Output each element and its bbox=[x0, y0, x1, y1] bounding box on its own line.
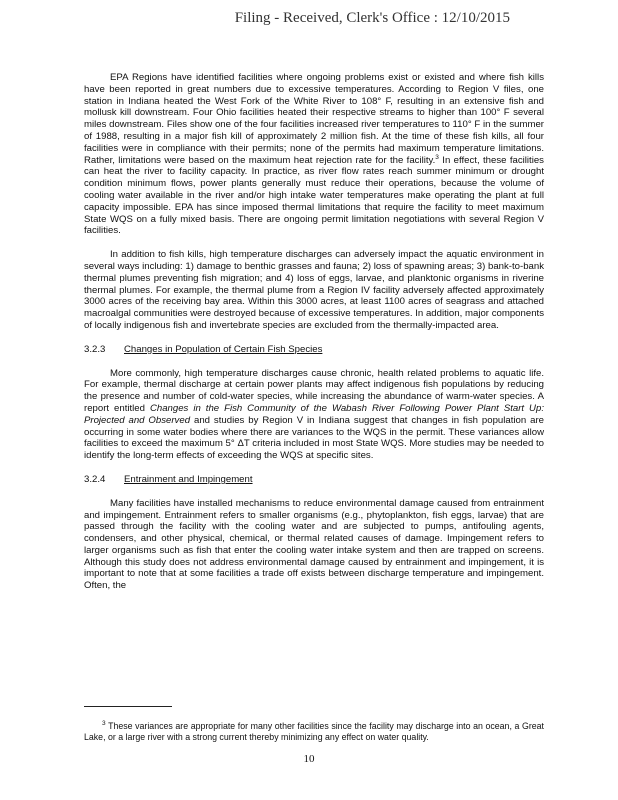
paragraph-entrainment: Many facilities have installed mechanisms to reduce environmental damage caused from entrainment and impingement. Entrainment refers to smaller organisms (e.g., phytoplankton, fish eggs, larvae) that are passed through the facility with the cooling water and are subjected to pumps, antifouling agents, condensers, and other physical, chemical, or thermal related causes of damage. Impingement refers to larger organisms such as fish that enter the cooling water intake system and then are trapped on screens. Although this study does not address environmental damage caused by entrainment and impingement, it is important to note that at some facilities a trade off exists between discharge temperature and impingement. Often, the bbox=[84, 497, 544, 592]
paragraph-chronic-problems bbox=[84, 368, 544, 462]
paragraph-text: EPA Regions have identified facilities where ongoing problems exist or existed and where fish kills have been reported in great numbers due to excessive temperatures. According to Region V files, one station in Indiana heated the West Fork of the White River to 108° F, resulting in an extensive fish and mollusk kill downstream. Four Ohio facilities heated their respective streams to higher than 100° F several miles downstream. Files show one of the four facilities increased river temperatures to 110° F in the summer of 1988, resulting in a major fish kill of approximately 2 million fish. At the time of these fish kills, all four facilities were in compliance with their permits; none of the permits had maximum temperature limitations. Rather, limitations were based on the maximum heat rejection rate for the facility. bbox=[84, 72, 544, 166]
footnote-text: These variances are appropriate for many other facilities since the facility may discharge into an ocean, a Great Lake, or a large river with a strong current thereby minimizing any effect on water quality. bbox=[84, 720, 544, 742]
section-title: Entrainment and Impingement bbox=[124, 473, 253, 485]
footnote bbox=[84, 721, 544, 743]
paragraph-text: More commonly, high temperature discharges cause chronic, health related problems to aquatic life. For example, thermal discharge at certain power plants may affect indigenous fish populations by reducing the presence and number of cold-water species, while increasing the abundance of warm-water species. A report entitled bbox=[84, 367, 544, 414]
paragraph-epa-regions bbox=[84, 72, 544, 237]
report-title: Changes in the Fish Community of the Wabash River Following Power Plant Start Up: Projected and Observed bbox=[84, 402, 544, 426]
page-number: 10 bbox=[303, 753, 315, 765]
section-number: 3.2.3 bbox=[84, 343, 106, 355]
footnote-marker: 3 bbox=[102, 719, 106, 727]
filing-header: Filing - Received, Clerk's Office : 12/10/2015 bbox=[234, 10, 510, 26]
paragraph-text: and studies by Region V in Indiana suggest that changes in fish population are occurring in some water bodies where there are variances to the WQS in the permit. These variances allow facilities to exceed the maximum 5° ΔT criteria included in most State WQS. More studies may be needed to identify the long-term effects of exceeding the WQS at specific sites. bbox=[84, 414, 544, 462]
section-title: Changes in Population of Certain Fish Species bbox=[124, 343, 323, 355]
section-heading-3-2-4 bbox=[84, 474, 544, 486]
section-heading-3-2-3 bbox=[84, 344, 544, 356]
section-number: 3.2.4 bbox=[84, 473, 106, 485]
document-body bbox=[84, 72, 544, 604]
paragraph-text: In effect, these facilities can heat the river to facility capacity. In practice, as river flow rates reach summer minimum or drought condition minimum flows, power plants generally must reduce their operations, because the volume of cooling water available in the river and/or high intake water temperatures make operating the plant at full capacity impossible. EPA has since imposed thermal limitations that require the facility to meet maximum State WQS on a fully mixed basis. There are ongoing permit limitation negotiations with several Region V facilities. bbox=[84, 154, 544, 237]
footnote-reference: 3 bbox=[435, 153, 439, 161]
footnote-divider bbox=[84, 706, 172, 707]
paragraph-adverse-impacts: In addition to fish kills, high temperature discharges can adversely impact the aquatic environment in several ways including: 1) damage to benthic grasses and fauna; 2) loss of spawning areas; 3) bank-to-bank thermal plumes preventing fish migration; and 4) loss of eggs, larvae, and planktonic organisms in riverine thermal plumes. For example, the thermal plume from a Region IV facility adversely affected approximately 3000 acres of the receiving bay area. Within this 3000 acres, at least 1100 acres of seagrass and attached macroalgal communities were destroyed because of excessive temperatures. In addition, major components of locally indigenous fish and invertebrate species are excluded from the thermally-impacted area. bbox=[84, 249, 544, 331]
